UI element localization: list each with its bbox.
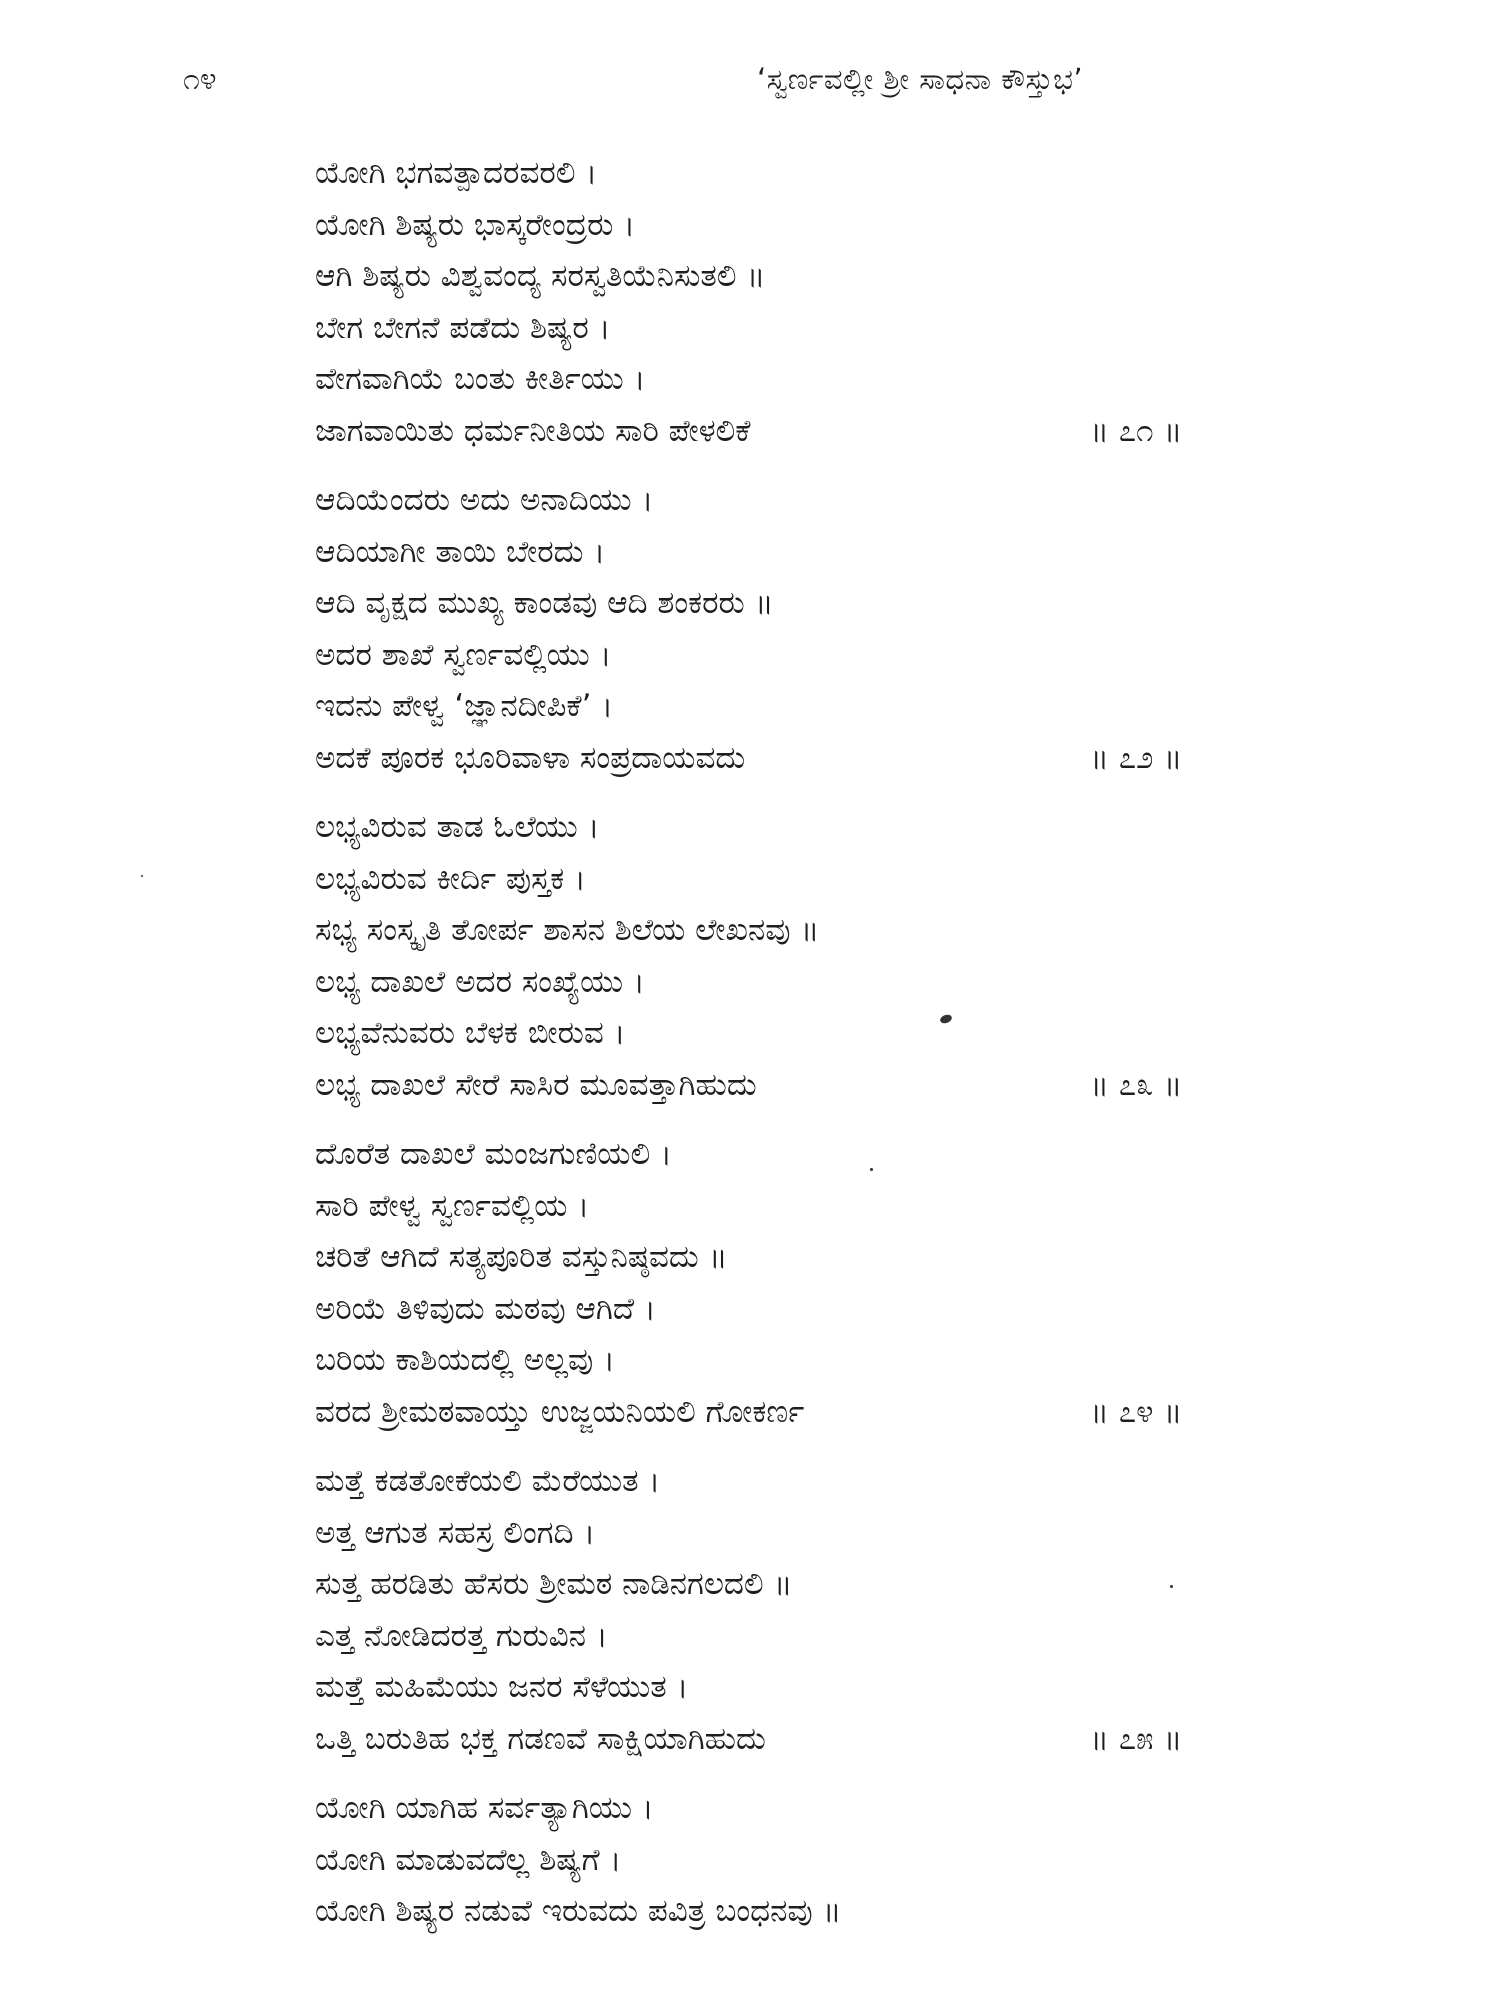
ink-speck [870, 1168, 873, 1171]
verse-text: ಇದನು ಪೇಳ್ವ ‘ಜ್ಞಾನದೀಪಿಕೆ’ । [315, 688, 614, 724]
verse-line [315, 733, 1225, 785]
verse-text: ಯೋಗಿ ಭಗವತ್ಪಾದರವರಲಿ । [315, 155, 598, 191]
ink-speck [1170, 1585, 1173, 1588]
verse-line [315, 854, 1225, 906]
verse-text: ಯೋಗಿ ಮಾಡುವದೆಲ್ಲ ಶಿಷ್ಯಗೆ । [315, 1841, 622, 1878]
verse-line [315, 148, 1225, 200]
verse-text: ಮತ್ತೆ ಕಡತೋಕೆಯಲಿ ಮೆರೆಯುತ । [315, 1463, 661, 1499]
verse-text: ಲಭ್ಯವಿರುವ ಕೀರ್ದಿ ಪುಸ್ತಕ । [315, 860, 586, 897]
stanza [315, 1129, 1225, 1438]
verse-number: ॥ ೭೩ ॥ [1090, 1066, 1183, 1103]
verse-line [315, 1783, 1225, 1835]
verse-line [315, 578, 1225, 630]
verse-line [315, 1232, 1225, 1284]
verse-line [315, 1008, 1225, 1060]
verse-line [315, 1611, 1225, 1663]
verse-text: ಸುತ್ತ ಹರಡಿತು ಹೆಸರು ಶ್ರೀಮಠ ನಾಡಿನಗಲದಲಿ ॥ [315, 1566, 793, 1602]
verse-text: ಮತ್ತೆ ಮಹಿಮೆಯು ಜನರ ಸೆಳೆಯುತ । [315, 1669, 689, 1705]
verse-line [315, 957, 1225, 1009]
verse-line [315, 802, 1225, 854]
verse-text: ವರದ ಶ್ರೀಮಠವಾಯ್ತು ಉಜ್ಜಯನಿಯಲಿ ಗೋಕರ್ಣ [315, 1393, 805, 1430]
verse-text: ವೇಗವಾಗಿಯೆ ಬಂತು ಕೀರ್ತಿಯು । [315, 361, 646, 397]
verse-text: ಅದರ ಶಾಖೆ ಸ್ವರ್ಣವಲ್ಲಿಯು । [315, 636, 612, 673]
verse-line [315, 1835, 1225, 1887]
verse-text: ಚರಿತೆ ಆಗಿದೆ ಸತ್ಯಪೂರಿತ ವಸ್ತುನಿಷ್ಠವದು ॥ [315, 1239, 728, 1275]
verse-text: ಸಭ್ಯ ಸಂಸ್ಕೃತಿ ತೋರ್ಪ ಶಾಸನ ಶಿಲೆಯ ಲೇಖನವು ॥ [315, 912, 820, 948]
verse-line [315, 303, 1225, 355]
verse-text: ಯೋಗಿ ಯಾಗಿಹ ಸರ್ವತ್ಯಾಗಿಯು । [315, 1790, 654, 1826]
verse-text: ಅದಕೆ ಪೂರಕ ಭೂರಿವಾಳಾ ಸಂಪ್ರದಾಯವದು [315, 739, 746, 776]
verse-text: ಸಾರಿ ಪೇಳ್ವ ಸ್ವರ್ಣವಲ್ಲಿಯ । [315, 1187, 590, 1224]
verse-text: ಆದಿಯಾಗೀ ತಾಯಿ ಬೇರದು । [315, 533, 606, 570]
verse-text: ಜಾಗವಾಯಿತು ಧರ್ಮನೀತಿಯ ಸಾರಿ ಪೇಳಲಿಕೆ [315, 412, 751, 449]
stanza [315, 148, 1225, 457]
verse-line [315, 475, 1225, 527]
verse-line [315, 1284, 1225, 1336]
verse-text: ಆಗಿ ಶಿಷ್ಯರು ವಿಶ್ವವಂದ್ಯ ಸರಸ್ವತಿಯೆನಿಸುತಲಿ ॥ [315, 258, 766, 294]
verse-line [315, 1181, 1225, 1233]
verse-text: ಆದಿ ವೃಕ್ಷದ ಮುಖ್ಯ ಕಾಂಡವು ಆದಿ ಶಂಕರರು ॥ [315, 585, 774, 621]
verse-line [315, 251, 1225, 303]
verse-text: ಯೋಗಿ ಶಿಷ್ಯರು ಭಾಸ್ಕರೇಂದ್ರರು । [315, 206, 635, 243]
verse-line [315, 527, 1225, 579]
stanza [315, 475, 1225, 784]
verse-text: ಲಭ್ಯವೆನುವರು ಬೆಳಕ ಬೀರುವ । [315, 1015, 626, 1051]
verse-line [315, 1559, 1225, 1611]
verse-text: ಲಭ್ಯ ದಾಖಲೆ ಅದರ ಸಂಖ್ಯೆಯು । [315, 963, 645, 1000]
verse-text: ಅತ್ತ ಆಗುತ ಸಹಸ್ರ ಲಿಂಗದಿ । [315, 1514, 596, 1551]
stanza [315, 1783, 1225, 1938]
verse-text: ಬೇಗ ಬೇಗನೆ ಪಡೆದು ಶಿಷ್ಯರ । [315, 309, 611, 346]
verse-text: ಯೋಗಿ ಶಿಷ್ಯರ ನಡುವೆ ಇರುವದು ಪವಿತ್ರ ಬಂಧನವು ॥ [315, 1893, 842, 1929]
verse-line [315, 905, 1225, 957]
stanza [315, 802, 1225, 1111]
verse-text: ದೊರೆತ ದಾಖಲೆ ಮಂಜಗುಣಿಯಲಿ । [315, 1136, 672, 1172]
stanza [315, 1456, 1225, 1765]
verse-line [315, 1129, 1225, 1181]
verse-line [315, 630, 1225, 682]
verse-line [315, 1886, 1225, 1938]
verse-text: ಎತ್ತ ನೋಡಿದರತ್ತ ಗುರುವಿನ । [315, 1617, 608, 1654]
verse-number: ॥ ೭೫ ॥ [1090, 1720, 1183, 1757]
verse-text: ಲಭ್ಯ ದಾಖಲೆ ಸೇರೆ ಸಾಸಿರ ಮೂವತ್ತಾಗಿಹುದು [315, 1066, 757, 1103]
verse-number: ॥ ೭೧ ॥ [1090, 412, 1183, 449]
verse-text: ಒತ್ತಿ ಬರುತಿಹ ಭಕ್ತ ಗಡಣವೆ ಸಾಕ್ಷಿಯಾಗಿಹುದು [315, 1720, 766, 1757]
verse-line [315, 354, 1225, 406]
verse-text: ಅರಿಯೆ ತಿಳಿವುದು ಮಠವು ಆಗಿದೆ । [315, 1290, 656, 1327]
verse-line [315, 1662, 1225, 1714]
verse-line [315, 1714, 1225, 1766]
verse-line [315, 200, 1225, 252]
verse-line [315, 1508, 1225, 1560]
verse-line [315, 1456, 1225, 1508]
verse-text: ಲಭ್ಯವಿರುವ ತಾಡ ಓಲೆಯು । [315, 809, 600, 845]
poem-body [315, 148, 1225, 1956]
verse-text: ಬರಿಯ ಕಾಶಿಯದಲ್ಲಿ ಅಲ್ಲವು । [315, 1342, 615, 1378]
ink-speck [141, 875, 143, 877]
verse-text: ಆದಿಯೆಂದರು ಅದು ಅನಾದಿಯು । [315, 482, 654, 518]
verse-line [315, 1335, 1225, 1387]
page-number: ೧೪ [183, 62, 217, 97]
verse-number: ॥ ೭೨ ॥ [1090, 739, 1183, 776]
verse-line [315, 406, 1225, 458]
verse-number: ॥ ೭೪ ॥ [1090, 1393, 1183, 1430]
verse-line [315, 1387, 1225, 1439]
verse-line [315, 1060, 1225, 1112]
running-head: ‘ಸ್ವರ್ಣವಲ್ಲೀ ಶ್ರೀ ಸಾಧನಾ ಕೌಸ್ತುಭ’ [757, 62, 1084, 96]
verse-line [315, 681, 1225, 733]
